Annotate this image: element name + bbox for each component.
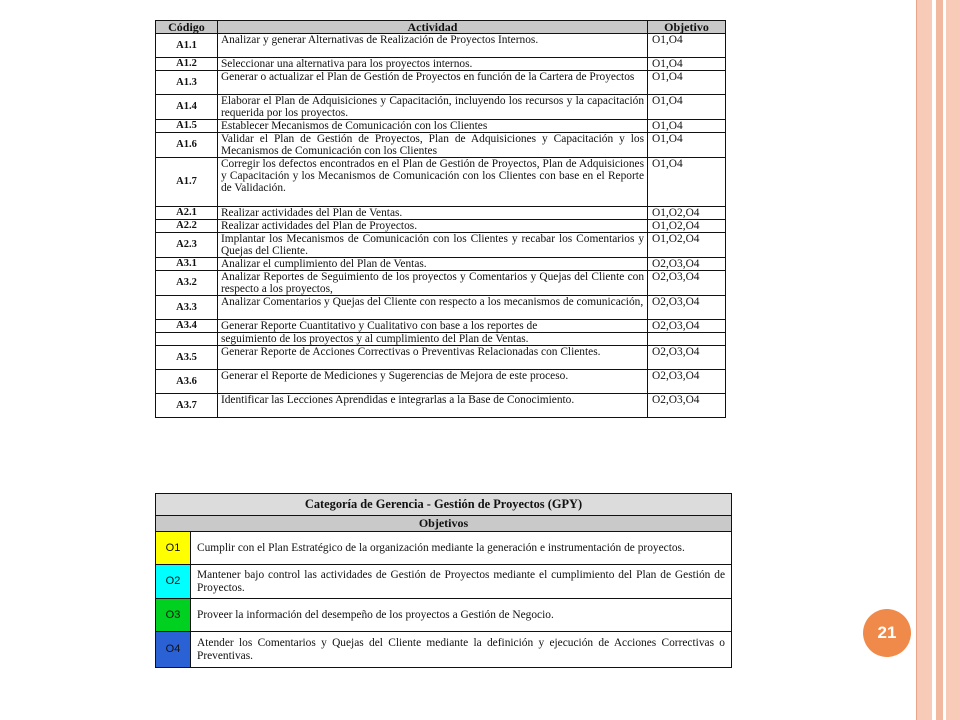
activity-description: Realizar actividades del Plan de Proyectos.: [217, 220, 647, 233]
table-row: [156, 333, 726, 346]
table-row: [156, 394, 726, 418]
activity-description: Realizar actividades del Plan de Ventas.: [217, 207, 647, 220]
activity-objectives: O2,O3,O4: [648, 320, 726, 333]
header-activity: Actividad: [217, 21, 647, 34]
activity-description: Analizar Reportes de Seguimiento de los proyectos y Comentarios y Quejas del Cliente con respecto a los proyectos,: [217, 271, 647, 296]
activity-code: A3.3: [156, 296, 218, 320]
table-row: [156, 95, 726, 120]
slide-number-badge: 21: [863, 609, 911, 657]
activity-objectives: O1,O4: [648, 158, 726, 207]
activity-description: Analizar Comentarios y Quejas del Cliente con respecto a los mecanismos de comunicación,: [217, 296, 647, 320]
activity-description: Identificar las Lecciones Aprendidas e integrarlas a la Base de Conocimiento.: [217, 394, 647, 418]
activity-code: A1.1: [156, 34, 218, 58]
objective-row: [156, 532, 732, 565]
activity-objectives: O2,O3,O4: [648, 346, 726, 370]
activity-objectives: O2,O3,O4: [648, 271, 726, 296]
activity-objectives: O1,O2,O4: [648, 207, 726, 220]
activity-objectives: O1,O4: [648, 95, 726, 120]
activity-description: Generar o actualizar el Plan de Gestión de Proyectos en función de la Cartera de Proyectos: [217, 71, 647, 95]
activity-code: A1.6: [156, 133, 218, 158]
activity-objectives: O2,O3,O4: [648, 370, 726, 394]
objectives-table: [155, 493, 732, 668]
activity-code: A2.1: [156, 207, 218, 220]
category-title: Categoría de Gerencia - Gestión de Proyectos (GPY): [156, 494, 732, 516]
activity-description: seguimiento de los proyectos y al cumplimiento del Plan de Ventas.: [217, 333, 647, 346]
table-row: [156, 133, 726, 158]
activity-description: Elaborar el Plan de Adquisiciones y Capacitación, incluyendo los recursos y la capacitación requerida por los proyectos.: [217, 95, 647, 120]
objective-description: Mantener bajo control las actividades de Gestión de Proyectos mediante el cumplimiento del Plan de Gestión de Proyectos.: [191, 565, 732, 599]
activity-description: Corregir los defectos encontrados en el Plan de Gestión de Proyectos, Plan de Adquisiciones y Capacitación y los Mecanismos de Comunicación con los Clientes con base en el Reporte de Validación.: [217, 158, 647, 207]
activity-objectives: O2,O3,O4: [648, 394, 726, 418]
table-row: [156, 220, 726, 233]
activity-description: Establecer Mecanismos de Comunicación con los Clientes: [217, 120, 647, 133]
activity-objectives: O1,O4: [648, 71, 726, 95]
objectives-subtitle: Objetivos: [156, 516, 732, 532]
activity-objectives: O1,O4: [648, 133, 726, 158]
activity-objectives: O2,O3,O4: [648, 258, 726, 271]
objectives-table-body: [156, 532, 732, 668]
activity-description: Seleccionar una alternativa para los proyectos internos.: [217, 58, 647, 71]
decorative-border-stripe: [946, 0, 960, 720]
activity-code: A3.1: [156, 258, 218, 271]
table-row: [156, 370, 726, 394]
table-row: [156, 34, 726, 58]
activity-objectives: O2,O3,O4: [648, 296, 726, 320]
table-row: [156, 271, 726, 296]
objective-code: O3: [156, 599, 191, 632]
activity-objectives: O1,O4: [648, 58, 726, 71]
activity-description: Generar Reporte de Acciones Correctivas o Preventivas Relacionadas con Clientes.: [217, 346, 647, 370]
activity-code: A1.3: [156, 71, 218, 95]
activity-code: A1.7: [156, 158, 218, 207]
activity-description: Analizar el cumplimiento del Plan de Ventas.: [217, 258, 647, 271]
table-row: [156, 296, 726, 320]
activity-code: A2.2: [156, 220, 218, 233]
activity-code: [156, 333, 218, 346]
table-row: [156, 71, 726, 95]
decorative-border-line: [916, 0, 917, 720]
objective-code: O4: [156, 632, 191, 668]
activity-code: A3.7: [156, 394, 218, 418]
objective-code: O2: [156, 565, 191, 599]
activity-code: A3.6: [156, 370, 218, 394]
activity-objectives: O1,O4: [648, 120, 726, 133]
objective-description: Cumplir con el Plan Estratégico de la organización mediante la generación e instrumentación de proyectos.: [191, 532, 732, 565]
activity-code: A3.4: [156, 320, 218, 333]
activity-objectives: [648, 333, 726, 346]
table-row: [156, 258, 726, 271]
activities-table-body: [156, 34, 726, 418]
table-row: [156, 58, 726, 71]
objective-description: Atender los Comentarios y Quejas del Cliente mediante la definición y ejecución de Acciones Correctivas o Preventivas.: [191, 632, 732, 668]
table-row: [156, 120, 726, 133]
activity-code: A1.4: [156, 95, 218, 120]
activity-code: A1.5: [156, 120, 218, 133]
activity-description: Generar Reporte Cuantitativo y Cualitativo con base a los reportes de: [217, 320, 647, 333]
activity-code: A1.2: [156, 58, 218, 71]
activities-table: [155, 20, 726, 418]
header-objective: Objetivo: [648, 21, 726, 34]
activity-description: Analizar y generar Alternativas de Realización de Proyectos Internos.: [217, 34, 647, 58]
activity-code: A2.3: [156, 233, 218, 258]
activity-objectives: O1,O2,O4: [648, 220, 726, 233]
decorative-border-stripe-dark: [936, 0, 943, 720]
objective-code: O1: [156, 532, 191, 565]
decorative-border-stripe: [916, 0, 932, 720]
objective-description: Proveer la información del desempeño de los proyectos a Gestión de Negocio.: [191, 599, 732, 632]
objective-row: [156, 599, 732, 632]
header-code: Código: [156, 21, 218, 34]
activity-description: Validar el Plan de Gestión de Proyectos, Plan de Adquisiciones y Capacitación y los Mecanismos de Comunicación con los Clientes: [217, 133, 647, 158]
activity-code: A3.2: [156, 271, 218, 296]
table-row: [156, 320, 726, 333]
activity-description: Implantar los Mecanismos de Comunicación con los Clientes y recabar los Comentarios y Quejas del Cliente.: [217, 233, 647, 258]
table-row: [156, 346, 726, 370]
activities-table-header: [156, 21, 726, 34]
activity-code: A3.5: [156, 346, 218, 370]
table-row: [156, 158, 726, 207]
table-row: [156, 233, 726, 258]
activity-objectives: O1,O4: [648, 34, 726, 58]
table-row: [156, 207, 726, 220]
activity-objectives: O1,O2,O4: [648, 233, 726, 258]
activity-description: Generar el Reporte de Mediciones y Sugerencias de Mejora de este proceso.: [217, 370, 647, 394]
objective-row: [156, 565, 732, 599]
objective-row: [156, 632, 732, 668]
